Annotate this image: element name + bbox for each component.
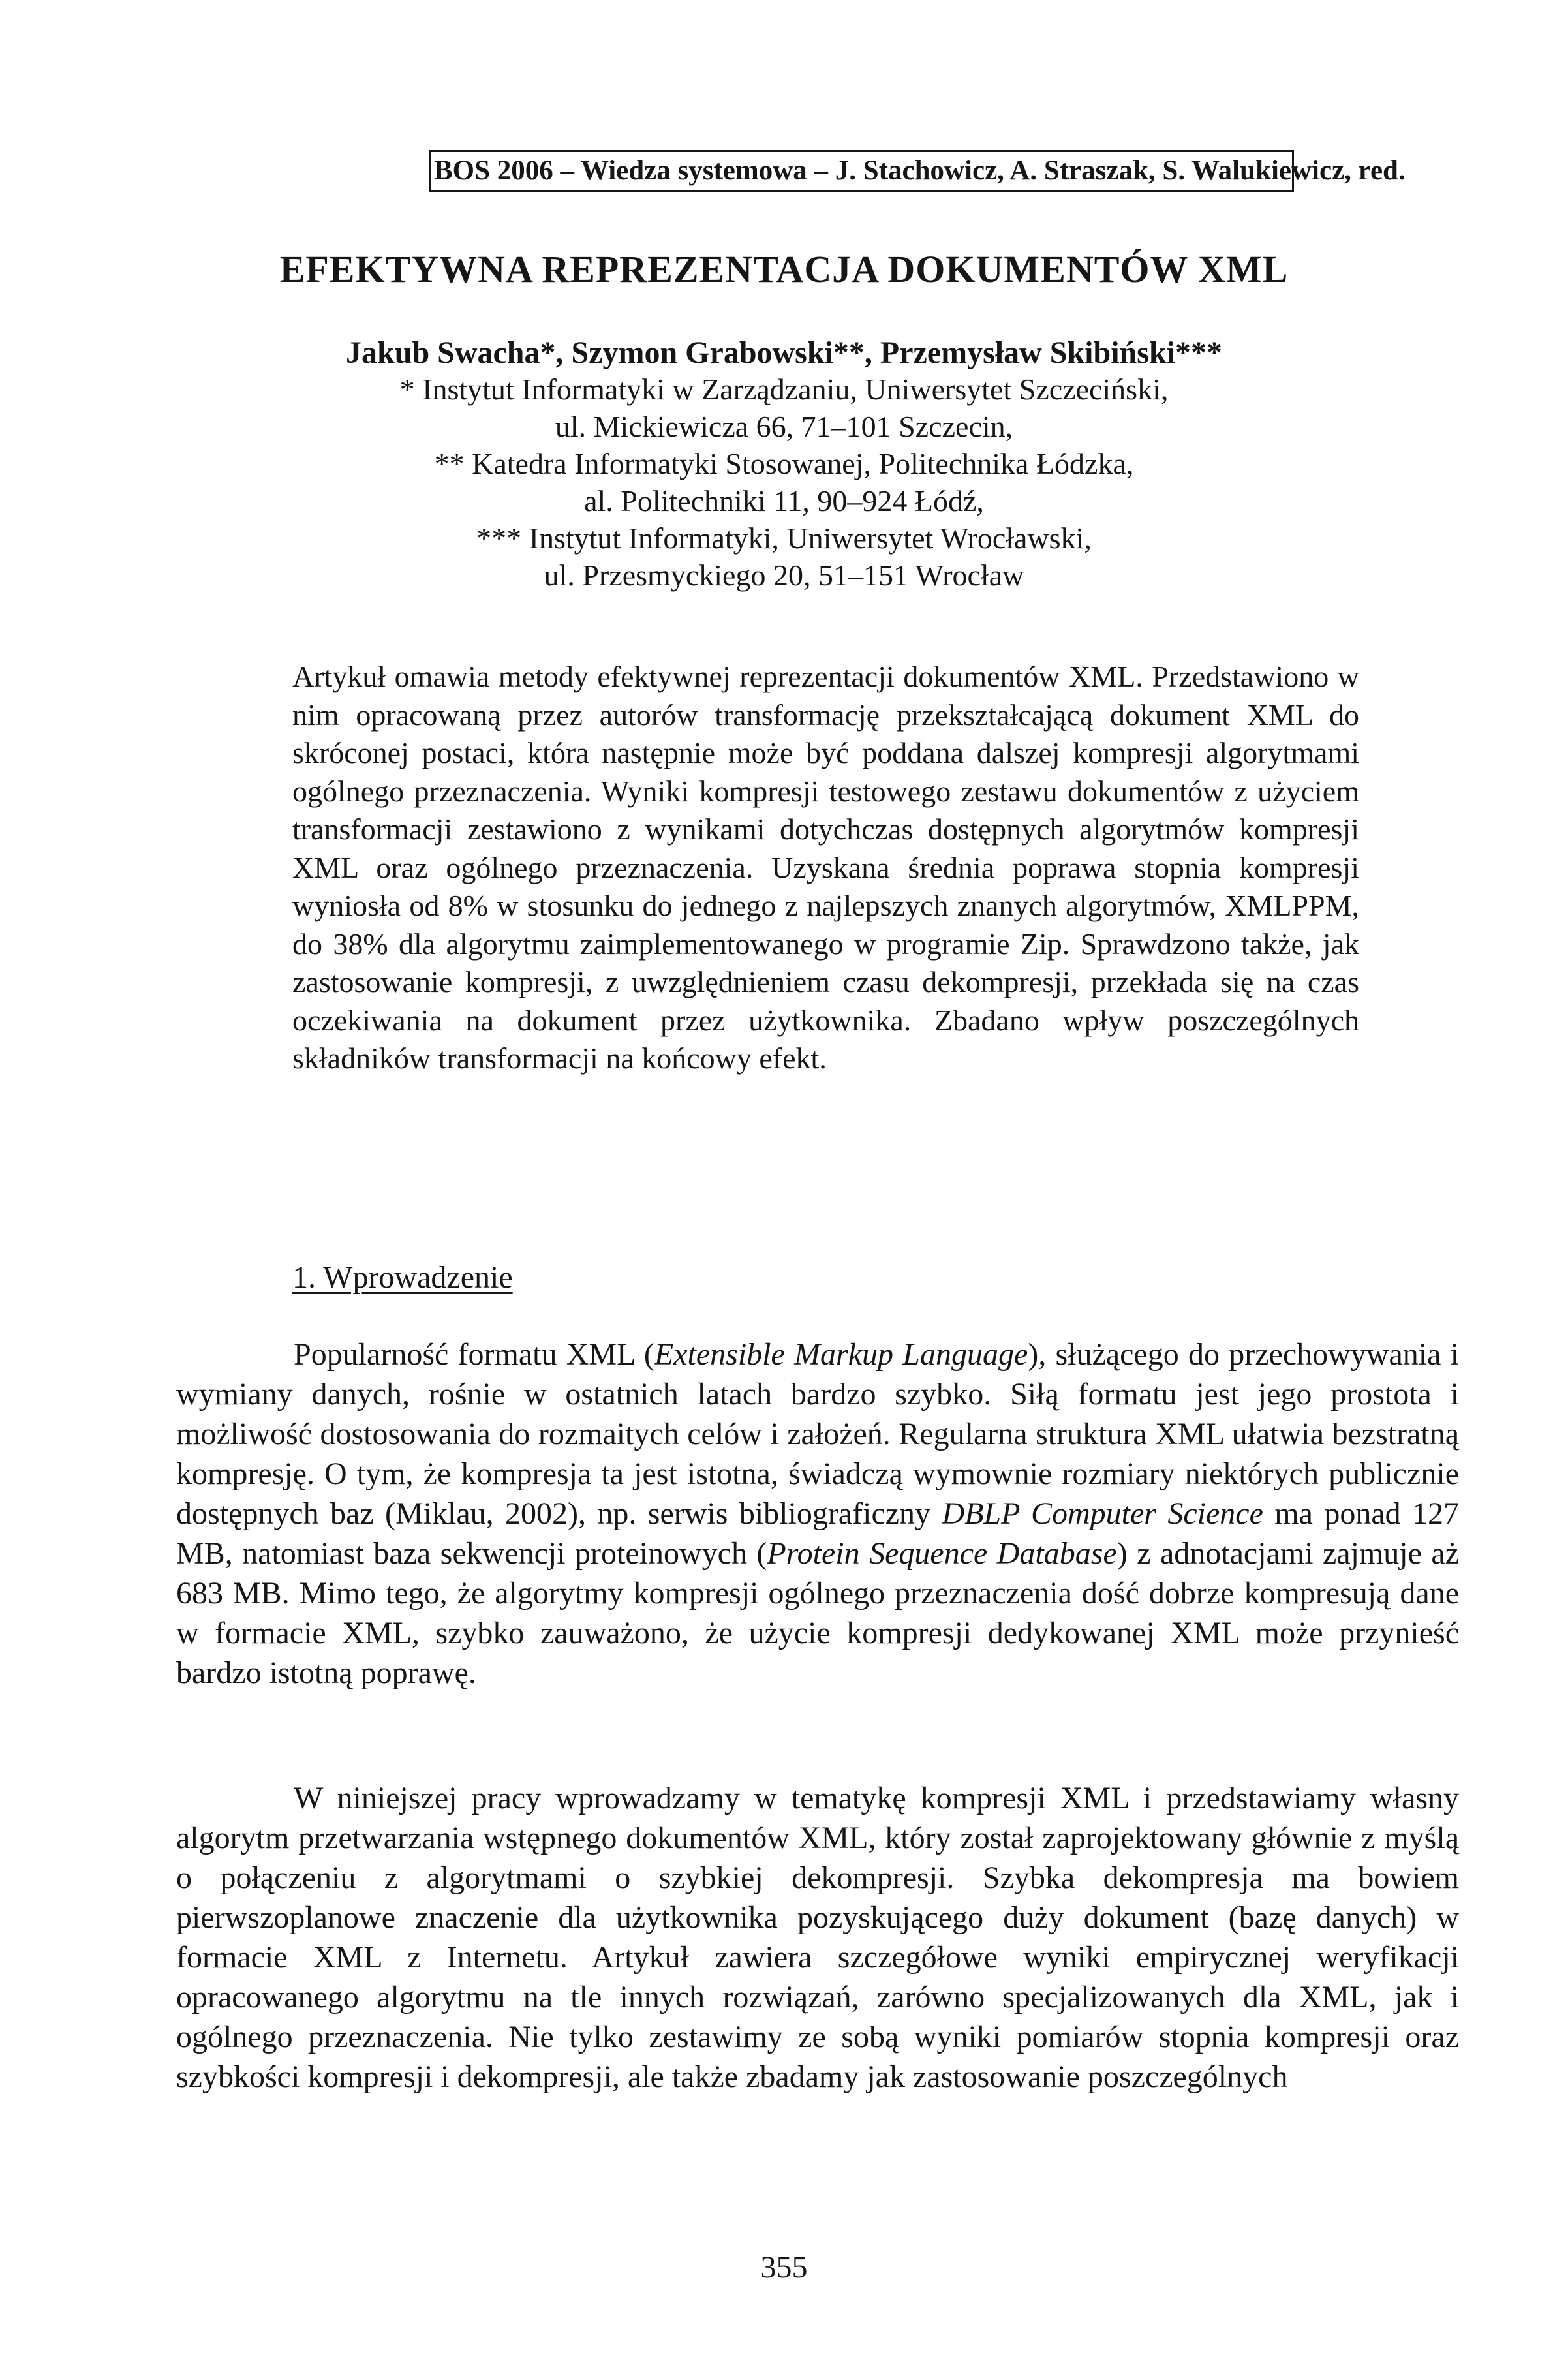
affiliation-line: ul. Mickiewicza 66, 71–101 Szczecin, xyxy=(555,410,1013,443)
italic-term: DBLP Computer Science xyxy=(942,1496,1263,1531)
running-header: BOS 2006 – Wiedza systemowa – J. Stachowicz, A. Straszak, S. Walukiewicz, red. xyxy=(429,150,1294,192)
italic-term: Protein Sequence Database xyxy=(767,1536,1117,1571)
body-paragraph: W niniejszej pracy wprowadzamy w tematykę kompresji XML i przedstawiamy własny algorytm przetwarzania wstępnego dokumentów XML, który został zaprojektowany głównie z myślą o połączeniu z algorytmami o szybkiej dekompresji. Szybka dekompresja ma bowiem pierwszoplanowe znaczenie dla użytkownika pozyskującego duży dokument (bazę danych) w formacie XML z Internetu. Artykuł zawiera szczegółowe wyniki empirycznej weryfikacji opracowanego algorytmu na tle innych rozwiązań, zarówno specjalizowanych dla XML, jak i ogólnego przeznaczenia. Nie tylko zestawimy ze sobą wyniki pomiarów stopnia kompresji oraz szybkości kompresji i dekompresji, ale także zbadamy jak zastosowanie poszczególnych xyxy=(176,1781,1459,2094)
author-list: Jakub Swacha*, Szymon Grabowski**, Przemysław Skibiński*** xyxy=(346,335,1222,370)
italic-term: Extensible Markup Language xyxy=(654,1337,1028,1372)
page-number: 355 xyxy=(760,2250,808,2285)
affiliation-line: ** Katedra Informatyki Stosowanej, Politechnika Łódzka, xyxy=(434,447,1134,480)
section-heading: 1. Wprowadzenie xyxy=(292,1260,513,1295)
paragraph-text: ) z adnotacjami zajmuje aż 683 MB. Mimo tego, że algorytmy kompresji ogólnego przeznaczenia dość dobrze kompresują dane w formacie XML, szybko zauważono, że użycie kompresji dedykowanej XML może przynieść bardzo istotną poprawę. xyxy=(176,1536,1459,1690)
affiliation-line: ul. Przesmyckiego 20, 51–151 Wrocław xyxy=(544,559,1024,592)
abstract: Artykuł omawia metody efektywnej reprezentacji dokumentów XML. Przedstawiono w nim opracowaną przez autorów transformację przekształcającą dokument XML do skróconej postaci, która następnie może być poddana dalszej kompresji algorytmami ogólnego przeznaczenia. Wyniki kompresji testowego zestawu dokumentów z użyciem transformacji zestawiono z wynikami dotychczas dostępnych algorytmów kompresji XML oraz ogólnego przeznaczenia. Uzyskana średnia poprawa stopnia kompresji wyniosła od 8% w stosunku do jednego z najlepszych znanych algorytmów, XMLPPM, do 38% dla algorytmu zaimplementowanego w programie Zip. Sprawdzono także, jak zastosowanie kompresji, z uwzględnieniem czasu dekompresji, przekłada się na czas oczekiwania na dokument przez użytkownika. Zbadano wpływ poszczególnych składników transformacji na końcowy efekt. xyxy=(292,660,1359,1075)
paragraph-text: ma ponad 127 MB, natomiast baza sekwencji proteinowych ( xyxy=(176,1496,1460,1571)
paragraph-text: ), służącego do przechowywania i wymiany danych, rośnie w ostatnich latach bardzo szybko. Siłą formatu jest jego prostota i możliwość dostosowania do rozmaitych celów i założeń. Regularna struktura XML ułatwia bezstratną kompresję. O tym, że kompresja ta jest istotna, świadczą wymownie rozmiary niektórych publicznie dostępnych baz (Miklau, 2002), np. serwis bibliograficzny xyxy=(176,1337,1459,1531)
paper-title: EFEKTYWNA REPREZENTACJA DOKUMENTÓW XML xyxy=(279,248,1289,290)
affiliation-line: *** Instytut Informatyki, Uniwersytet Wrocławski, xyxy=(476,521,1092,555)
affiliation-line: al. Politechniki 11, 90–924 Łódź, xyxy=(584,484,984,517)
paragraph-text: Popularność formatu XML ( xyxy=(294,1337,654,1372)
body-paragraph xyxy=(176,1335,1459,1693)
affiliation-line: * Instytut Informatyki w Zarządzaniu, Uniwersytet Szczeciński, xyxy=(399,373,1169,406)
affiliations xyxy=(0,371,1568,594)
